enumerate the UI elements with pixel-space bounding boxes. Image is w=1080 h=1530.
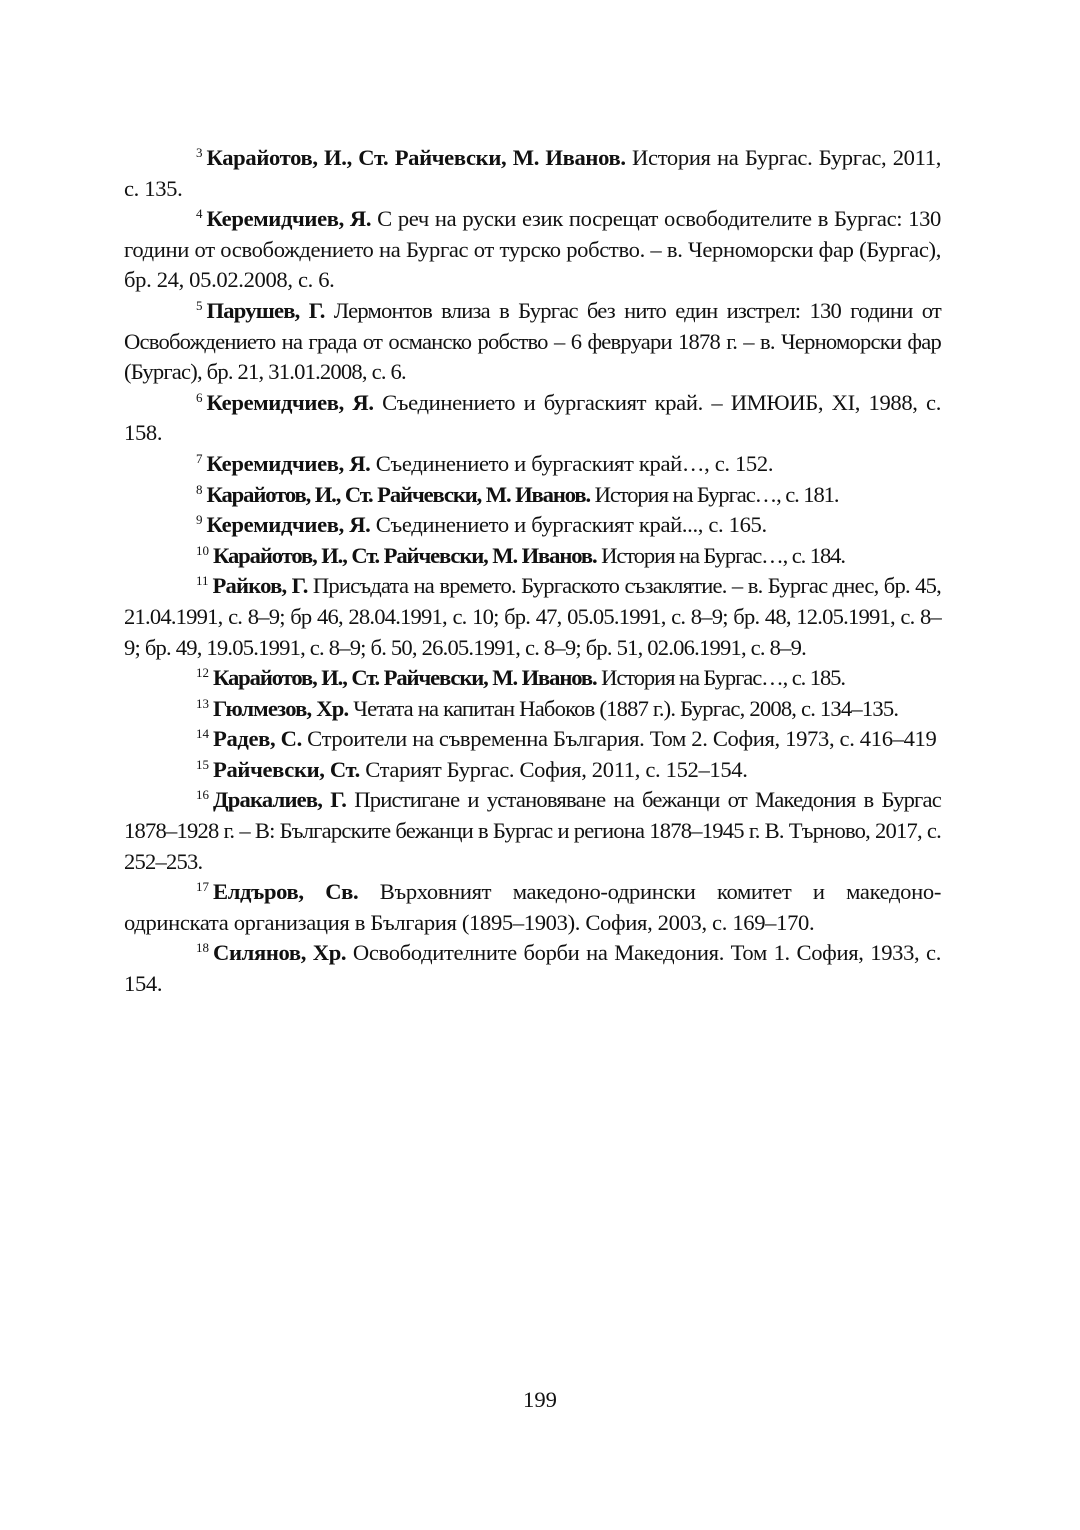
footnote-number: 4 xyxy=(196,206,203,222)
footnote-14 xyxy=(124,724,941,755)
footnote-author: Керемидчиев, Я. xyxy=(206,389,374,415)
footnote-8 xyxy=(124,480,941,511)
footnote-text: Пристигане и установяване на бежанци от Македония в Бургас 1878–1928 г. – В: Българските бежанци в Бургас и региона 1878–1945 г. В. Търново, 2017, с. 252–253. xyxy=(124,787,941,874)
footnote-text: Съединението и бургаският край…, с. 152. xyxy=(370,450,774,476)
footnote-author: Карайотов, И., Ст. Райчевски, М. Иванов. xyxy=(213,542,597,568)
footnote-number: 17 xyxy=(196,879,209,895)
footnote-10 xyxy=(124,541,941,572)
footnote-15 xyxy=(124,755,941,786)
footnote-text: Върховният македоно-одрински комитет и македоно-одринската организация в България (1895–1903). София, 2003, с. 169–170. xyxy=(124,879,941,935)
footnote-text: С реч на руски език посрещат освободителите в Бургас: 130 години от освобождението на Бургас от турско робство. – в. Черноморски фар (Бургас), бр. 24, 05.02.2008, с. 6. xyxy=(124,206,942,293)
footnote-text: Освободителните борби на Македония. Том 1. София, 1933, с. 154. xyxy=(124,940,941,997)
footnote-12 xyxy=(124,663,941,694)
footnote-number: 18 xyxy=(196,940,209,956)
footnote-6 xyxy=(124,388,941,449)
footnote-13 xyxy=(124,694,941,725)
footnote-number: 6 xyxy=(196,389,203,405)
footnote-3 xyxy=(124,143,941,204)
footnote-author: Керемидчиев, Я. xyxy=(206,450,371,476)
footnote-number: 5 xyxy=(196,297,203,313)
footnote-number: 12 xyxy=(196,665,209,681)
footnote-number: 3 xyxy=(196,145,203,160)
footnote-text: История на Бургас…, с. 184. xyxy=(596,542,845,568)
footnote-number: 15 xyxy=(196,756,209,772)
footnote-text: Присъдата на времето. Бургаското съзаклятие. – в. Бургас днес, бр. 45, 21.04.1991, с. 8–9; бр 46, 28.04.1991, с. 10; бр. 47, 05.05.1991, с. 8–9; бр. 48, 12.05.1991, с. 8–9; бр. 49, 19.05.1991, с. 8–9; б. 50, 26.05.1991, с. 8–9; бр. 51, 02.06.1991, с. 8–9. xyxy=(124,573,941,660)
footnote-author: Райчевски, Ст. xyxy=(213,756,360,782)
footnote-author: Керемидчиев, Я. xyxy=(206,512,371,538)
footnote-author: Дракалиев, Г. xyxy=(213,787,347,813)
footnote-text: Четата на капитан Набоков (1887 г.). Бургас, 2008, с. 134–135. xyxy=(348,695,899,721)
footnote-text: История на Бургас…, с. 181. xyxy=(590,481,839,507)
footnote-9 xyxy=(124,510,941,541)
footnote-number: 10 xyxy=(196,542,209,558)
footnotes-list xyxy=(124,143,941,1000)
footnote-text: Съединението и бургаският край. – ИМЮИБ, XI, 1988, с. 158. xyxy=(124,389,941,446)
footnote-5 xyxy=(124,296,941,388)
footnote-18 xyxy=(124,938,941,999)
footnote-author: Карайотов, И., Ст. Райчевски, М. Иванов. xyxy=(213,665,597,691)
footnote-17 xyxy=(124,877,941,938)
footnote-number: 11 xyxy=(196,573,209,589)
footnote-number: 7 xyxy=(196,450,203,466)
footnote-text: Старият Бургас. София, 2011, с. 152–154. xyxy=(359,756,748,782)
footnote-author: Райков, Г. xyxy=(212,573,308,599)
footnote-author: Елдъров, Св. xyxy=(213,879,359,905)
footnote-16 xyxy=(124,785,941,877)
footnote-author: Радев, С. xyxy=(213,726,302,752)
footnote-text: История на Бургас…, с. 185. xyxy=(596,665,845,691)
footnote-7 xyxy=(124,449,941,480)
footnote-11 xyxy=(124,571,941,663)
page-number: 199 xyxy=(523,1387,557,1412)
footnote-number: 14 xyxy=(196,726,209,742)
footnote-author: Карайотов, И., Ст. Райчевски, М. Иванов. xyxy=(206,481,591,507)
footnote-author: Силянов, Хр. xyxy=(213,940,347,966)
footnote-author: Карайотов, И., Ст. Райчевски, М. Иванов. xyxy=(206,145,626,170)
footnote-number: 13 xyxy=(196,695,209,711)
footnote-number: 8 xyxy=(196,481,203,497)
footnote-author: Керемидчиев, Я. xyxy=(206,206,372,232)
footnote-number: 9 xyxy=(196,512,203,528)
footnote-author: Гюлмезов, Хр. xyxy=(213,695,349,721)
footnote-number: 16 xyxy=(196,787,209,803)
footnote-text: Строители на съвременна България. Том 2. София, 1973, с. 416–419 xyxy=(301,726,937,752)
footnote-text: Лермонтов влиза в Бургас без нито един изстрел: 130 години от Освобождението на града от османско робство – 6 февруари 1878 г. – в. Черноморски фар (Бургас), бр. 21, 31.01.2008, с. 6. xyxy=(124,297,941,385)
footnote-4 xyxy=(124,204,941,296)
footnote-text: Съединението и бургаският край..., с. 165. xyxy=(370,512,767,538)
footnote-text: История на Бургас. Бургас, 2011, с. 135. xyxy=(124,145,941,201)
footnote-author: Парушев, Г. xyxy=(206,297,325,323)
